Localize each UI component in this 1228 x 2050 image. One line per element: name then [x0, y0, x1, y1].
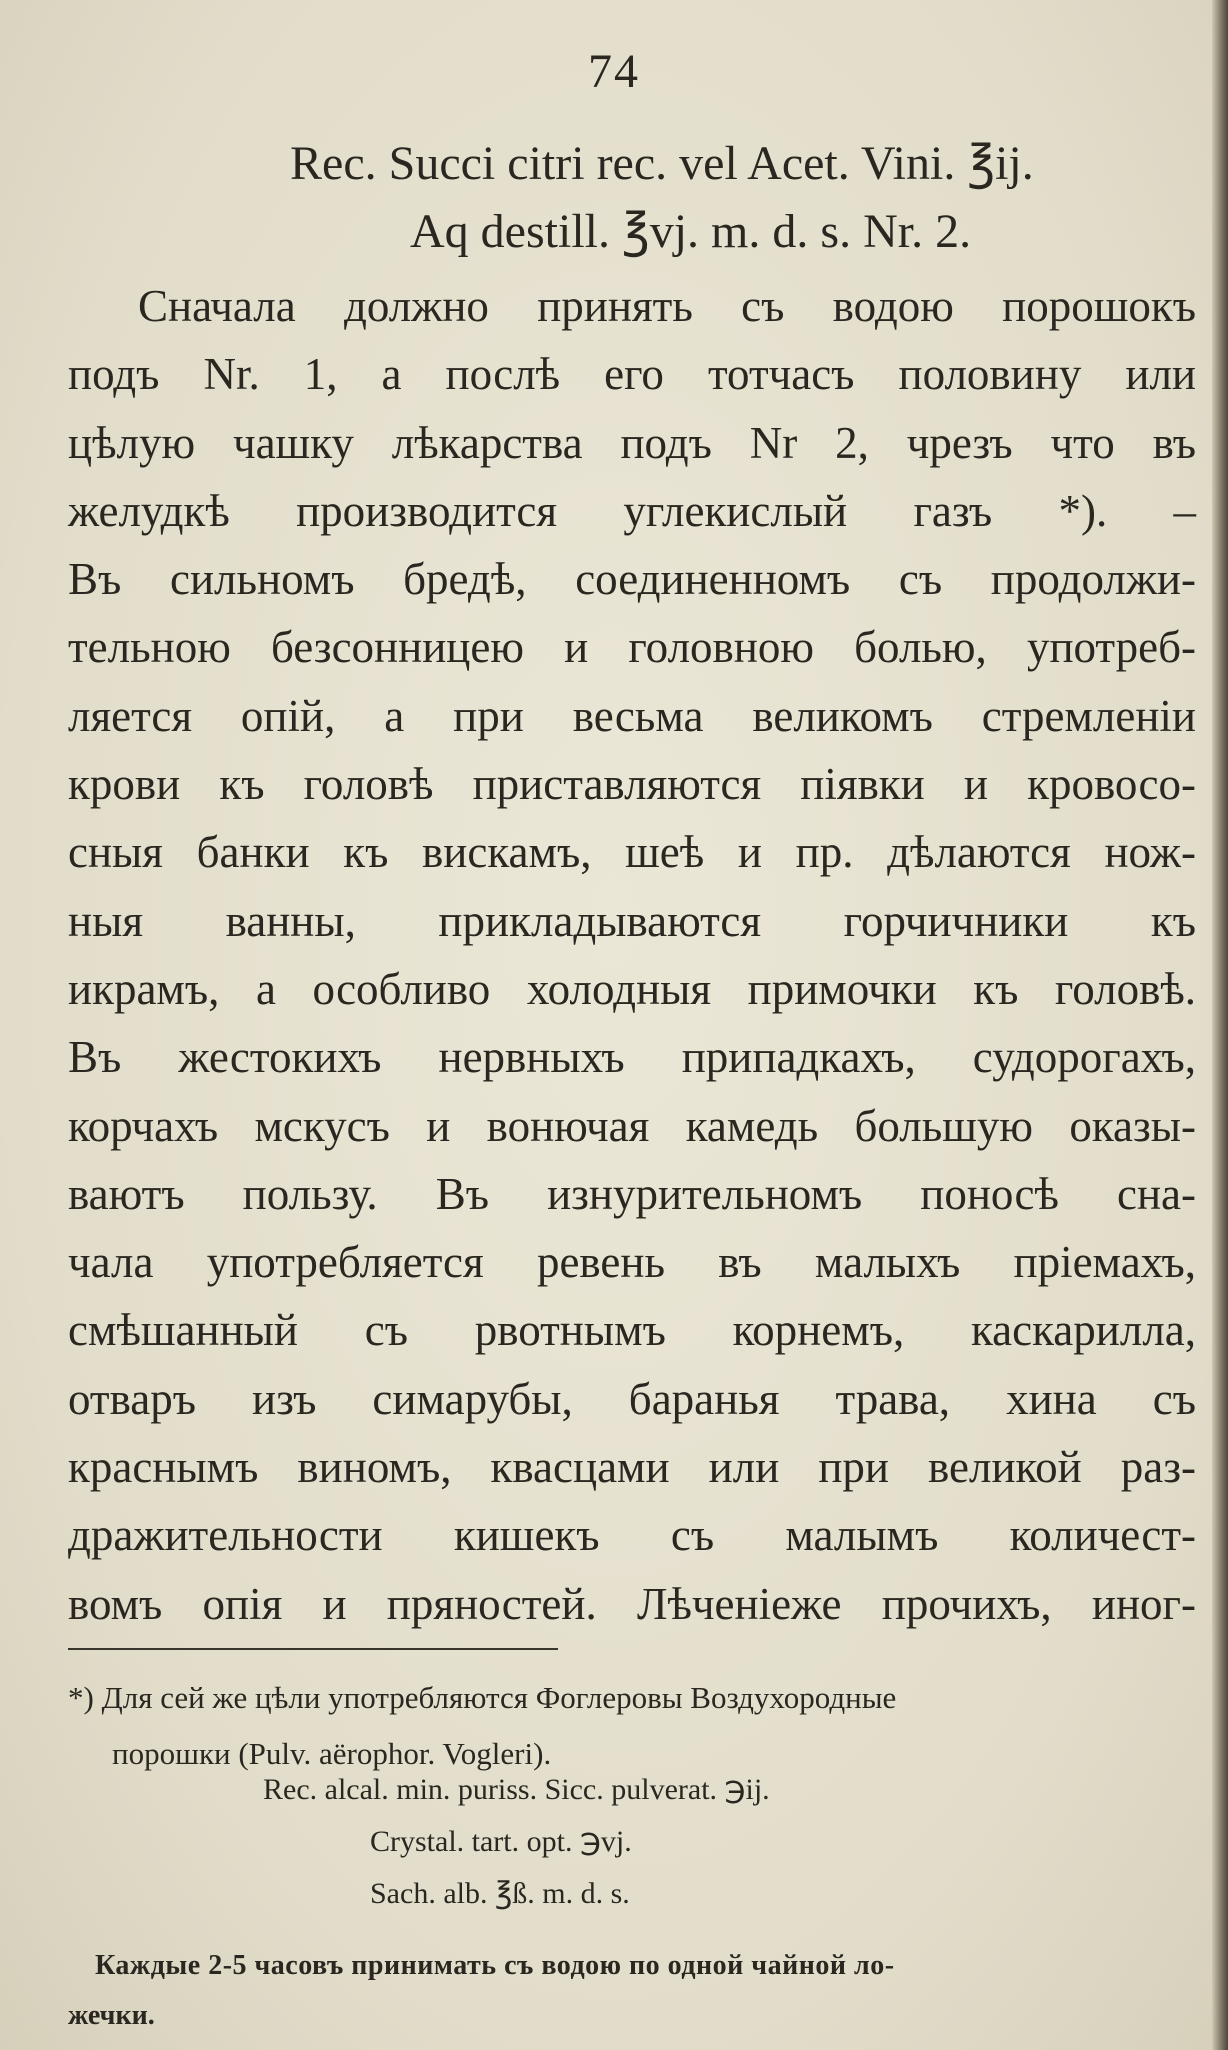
recipe-line-2: Aq destill. ℥vj. m. d. s. Nr. 2.	[410, 205, 972, 258]
main-text	[68, 272, 1196, 1638]
text-line: вомъ опія и пряностей. Лѣченіеже прочихъ, иног-	[68, 1578, 1196, 1629]
recipe-line-1: Rec. Succi citri rec. vel Acet. Vini. ℥ij.	[290, 137, 1034, 190]
page-number: 74	[588, 45, 640, 98]
text-line: корчахъ мскусъ и вонючая камедь большую оказы-	[68, 1100, 1196, 1151]
text-line: тельною безсонницею и головною болью, употреб-	[68, 622, 1196, 673]
footnote-divider	[68, 1648, 558, 1650]
text-line: Сначала должно принять съ водою порошокъ	[138, 281, 1196, 331]
text-line: Въ жестокихъ нервныхъ припадкахъ, судорогахъ,	[68, 1032, 1196, 1083]
footnote-line-1: *) Для сей же цѣли употребляются Фоглеровы Воздухородные	[68, 1680, 897, 1715]
text-line: сныя банки къ вискамъ, шеѣ и пр. дѣлаются нож-	[68, 827, 1196, 878]
text-line: Въ сильномъ бредѣ, соединенномъ съ продолжи-	[68, 554, 1196, 605]
text-line: крови къ головѣ приставляются піявки и кровосо-	[68, 759, 1196, 810]
text-line: ляется опій, а при весьма великомъ стремленіи	[68, 690, 1196, 741]
text-line: цѣлую чашку лѣкарства подъ Nr 2, чрезъ что въ	[68, 417, 1196, 468]
footnote-formula-3: Sach. alb. ℥ß. m. d. s.	[370, 1877, 630, 1910]
text-line: отваръ изъ симарубы, баранья трава, хина съ	[68, 1373, 1196, 1424]
footnote-dose-line-1: Каждые 2-5 часовъ принимать съ водою по одной чайной ло-	[95, 1950, 895, 1981]
text-line: ныя ванны, прикладываются горчичники къ	[68, 895, 1196, 946]
text-line: икрамъ, а особливо холодныя примочки къ головѣ.	[68, 963, 1196, 1014]
footnote-dose-line-2: жечки.	[68, 2000, 155, 2031]
footnote-line-2: порошки (Pulv. aërophor. Vogleri).	[112, 1736, 552, 1771]
text-line: смѣшанный съ рвотнымъ корнемъ, каскарилла,	[68, 1305, 1196, 1356]
footnote-formula-2: Crystal. tart. opt. ℈vj.	[370, 1825, 632, 1858]
text-line: краснымъ виномъ, квасцами или при великой раз-	[68, 1442, 1196, 1493]
text-line: подъ Nr. 1, а послѣ его тотчасъ половину или	[68, 349, 1196, 400]
text-line: чала употребляется ревень въ малыхъ пріемахъ,	[68, 1237, 1196, 1288]
text-line: ваютъ пользу. Въ изнурительномъ поносѣ сна-	[68, 1168, 1196, 1219]
text-line: желудкѣ производится углекислый газъ *). –	[68, 485, 1196, 536]
text-line: дражительности кишекъ съ малымъ количест-	[68, 1510, 1196, 1561]
footnote-formula-1: Rec. alcal. min. puriss. Sicc. pulverat. ℈ij.	[263, 1773, 770, 1806]
